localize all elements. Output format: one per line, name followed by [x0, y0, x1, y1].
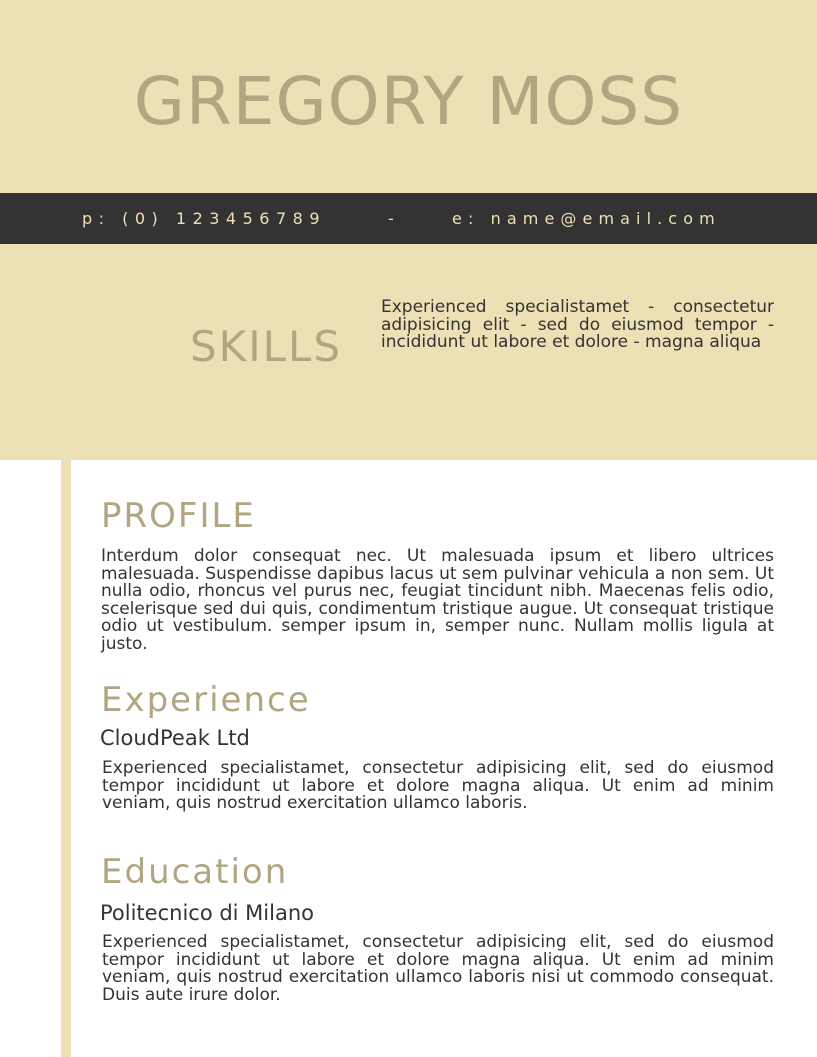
side-accent-rule — [61, 460, 71, 1057]
profile-heading: PROFILE — [101, 496, 256, 536]
experience-heading: Experience — [101, 680, 311, 720]
experience-company: CloudPeak Ltd — [100, 726, 250, 750]
experience-text: Experienced specialistamet, consectetur adipisicing elit, sed do eiusmod tempor incididunt ut labore et dolore magna aliqua. Ut enim ad minim veniam, quis nostrud exercitation ullamco laboris. — [102, 758, 774, 813]
profile-text: Interdum dolor consequat nec. Ut malesuada ipsum et libero ultrices malesuada. Suspendisse dapibus lacus ut sem pulvinar vehicula a non sem. Ut nulla odio, rhoncus vel purus nec, feugiat tincidunt nibh. Maecenas felis odio, scelerisque sed dui quis, condimentum tristique augue. Ut consequat tristique odio ut vestibulum. semper ipsum in, semper nunc. Nullam mollis ligula at justo. — [101, 546, 774, 654]
phone-number: p: (0) 123456789 — [82, 209, 326, 228]
header-band — [0, 0, 817, 193]
education-heading: Education — [101, 852, 289, 892]
email-address: e: name@email.com — [452, 209, 721, 228]
skills-section — [0, 244, 817, 460]
skills-text: Experienced specialistamet - consectetur adipisicing elit - sed do eiusmod tempor - incididunt ut labore et dolore - magna aliqua — [381, 297, 774, 352]
education-school: Politecnico di Milano — [100, 901, 314, 925]
contact-separator: - — [388, 209, 394, 228]
skills-heading: SKILLS — [190, 322, 343, 371]
candidate-name: GREGORY MOSS — [133, 63, 684, 140]
education-text: Experienced specialistamet, consectetur adipisicing elit, sed do eiusmod tempor incididunt ut labore et dolore magna aliqua. Ut enim ad minim veniam, quis nostrud exercitation ullamco laboris nisi ut commodo consequat. Duis aute irure dolor. — [102, 932, 774, 1005]
contact-bar — [0, 193, 817, 244]
